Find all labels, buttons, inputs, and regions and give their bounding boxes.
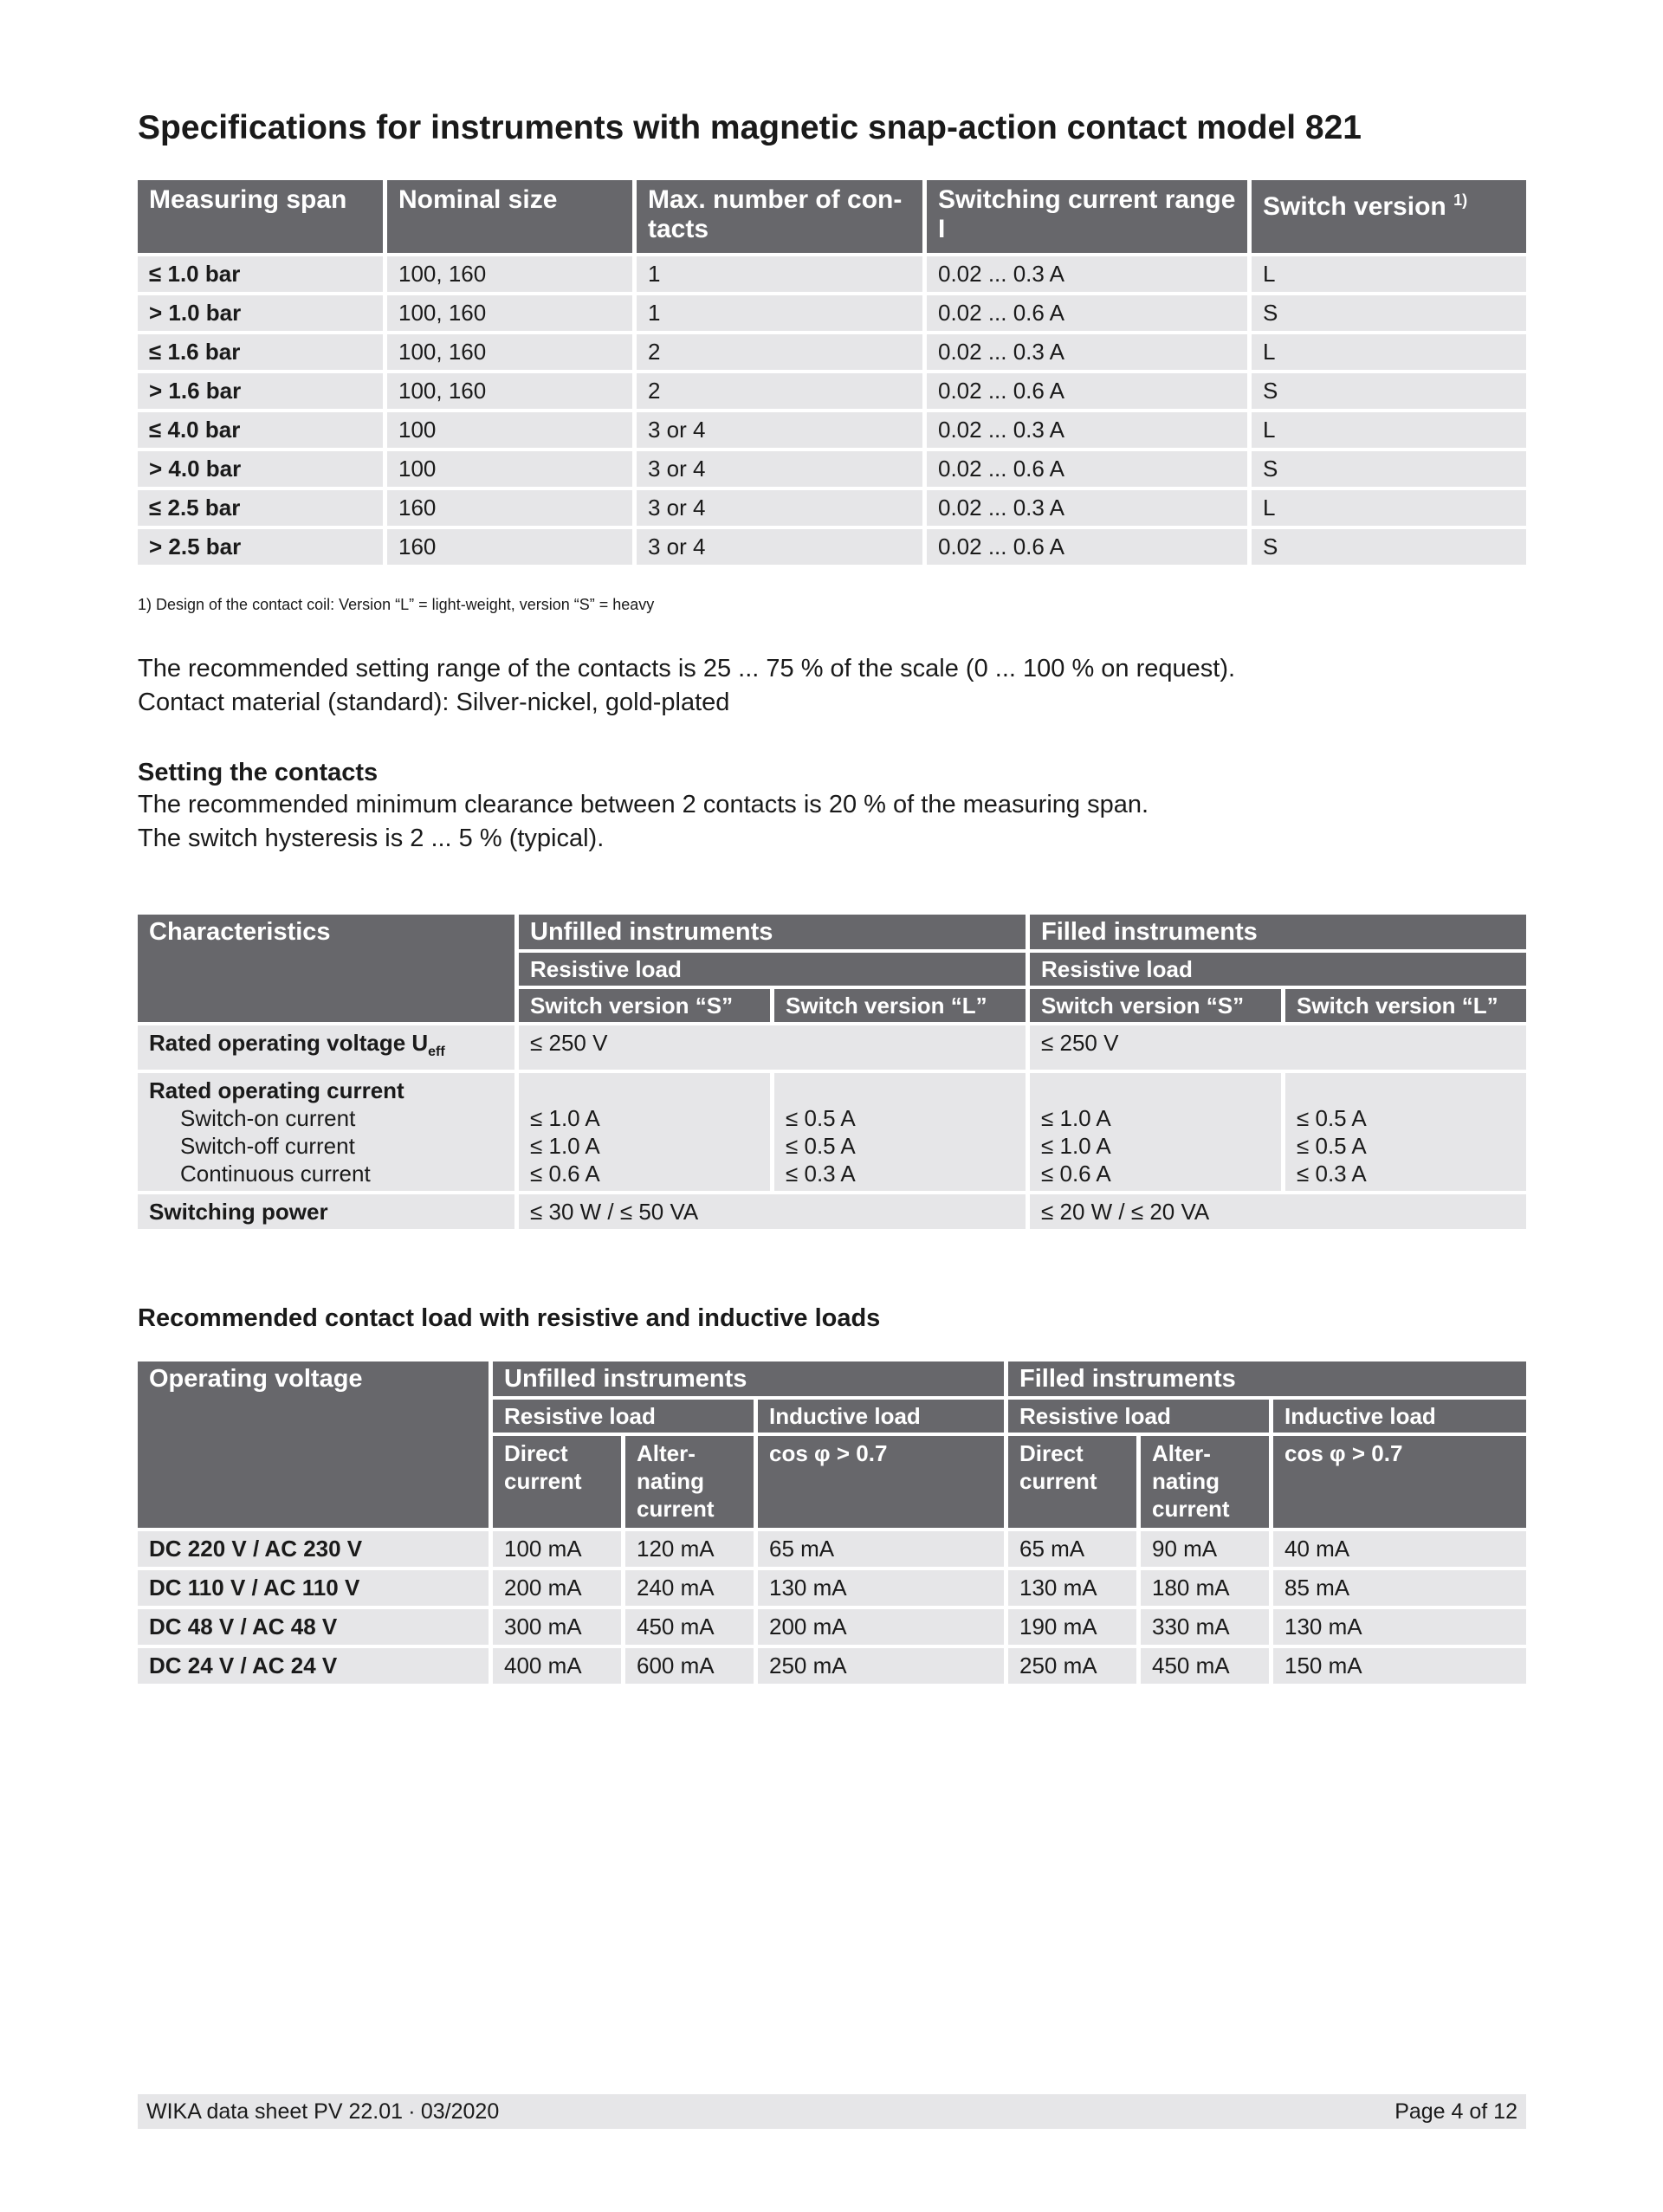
current-unfilled-s — [519, 1073, 770, 1191]
table-cell: 0.02 ... 0.3 A — [927, 412, 1247, 448]
current-value: ≤ 0.3 A — [786, 1161, 856, 1187]
table-cell: 250 mA — [1008, 1648, 1136, 1684]
char-header-characteristics: Characteristics — [138, 915, 514, 1022]
table-cell: 3 or 4 — [637, 490, 922, 526]
setting-range-line: The recommended setting range of the contacts is 25 ... 75 % of the scale (0 ... 100 % on request). — [138, 655, 1236, 682]
table-cell: 160 — [387, 529, 632, 565]
char-header-filled-resistive: Resistive load — [1030, 953, 1526, 986]
table-cell: > 4.0 bar — [138, 451, 383, 487]
table-row — [138, 412, 1526, 448]
char-header-filled: Filled instruments — [1030, 915, 1526, 949]
setting-contacts-heading: Setting the contacts — [138, 759, 379, 786]
table-cell: S — [1252, 529, 1526, 565]
table-cell: 200 mA — [758, 1609, 1004, 1645]
power-filled: ≤ 20 W / ≤ 20 VA — [1030, 1194, 1526, 1229]
col-header-switch-version — [1252, 180, 1526, 253]
table-cell: 3 or 4 — [637, 451, 922, 487]
table-cell: S — [1252, 373, 1526, 409]
table-cell: DC 24 V / AC 24 V — [138, 1648, 489, 1684]
page-footer — [138, 2094, 1526, 2129]
table-cell: 3 or 4 — [637, 529, 922, 565]
table-row — [138, 451, 1526, 487]
load-header-filled: Filled instruments — [1008, 1361, 1526, 1396]
char-header-filled-l: Switch version “L” — [1285, 989, 1526, 1022]
current-value: ≤ 0.5 A — [1297, 1105, 1367, 1132]
table-cell: 400 mA — [493, 1648, 621, 1684]
table-cell: 100, 160 — [387, 334, 632, 370]
table-cell: L — [1252, 334, 1526, 370]
spec-table-header-row — [138, 180, 1526, 253]
char-header-unfilled-resistive: Resistive load — [519, 953, 1026, 986]
load-header-filled-inductive: Inductive load — [1273, 1400, 1526, 1433]
footnote: 1) Design of the contact coil: Version “L” = light-weight, version “S” = heavy — [138, 596, 655, 613]
setting-contacts-text — [138, 788, 1149, 856]
current-value: ≤ 1.0 A — [1041, 1133, 1111, 1160]
table-cell: S — [1252, 451, 1526, 487]
table-cell: 1 — [637, 256, 922, 292]
characteristics-table — [133, 911, 1530, 1232]
table-cell: > 1.6 bar — [138, 373, 383, 409]
table-row — [138, 1648, 1526, 1684]
current-unfilled-l — [774, 1073, 1026, 1191]
col-header-measuring-span: Measuring span — [138, 180, 383, 253]
table-cell: 65 mA — [1008, 1531, 1136, 1567]
table-cell: 90 mA — [1141, 1531, 1269, 1567]
table-cell: 100, 160 — [387, 256, 632, 292]
page-title: Specifications for instruments with magnetic snap-action contact model 821 — [138, 109, 1362, 146]
table-cell: 100 — [387, 412, 632, 448]
switch-off-label: Switch-off current — [180, 1133, 355, 1160]
table-row — [138, 373, 1526, 409]
current-value: ≤ 1.0 A — [1041, 1105, 1111, 1132]
table-cell: > 1.0 bar — [138, 295, 383, 331]
table-cell: 330 mA — [1141, 1609, 1269, 1645]
table-row — [138, 490, 1526, 526]
table-cell: 0.02 ... 0.3 A — [927, 334, 1247, 370]
voltage-filled: ≤ 250 V — [1030, 1025, 1526, 1070]
table-cell: ≤ 4.0 bar — [138, 412, 383, 448]
load-header-unfilled-cos: cos φ > 0.7 — [758, 1436, 1004, 1528]
table-cell: DC 110 V / AC 110 V — [138, 1570, 489, 1606]
table-cell: DC 48 V / AC 48 V — [138, 1609, 489, 1645]
table-cell: 250 mA — [758, 1648, 1004, 1684]
char-header-unfilled: Unfilled instruments — [519, 915, 1026, 949]
footer-page-number: Page 4 of 12 — [1394, 2099, 1517, 2124]
load-header-unfilled-direct: Direct current — [493, 1436, 621, 1528]
load-header-voltage: Operating voltage — [138, 1361, 489, 1528]
voltage-unfilled: ≤ 250 V — [519, 1025, 1026, 1070]
switch-on-label: Switch-on current — [180, 1105, 356, 1132]
char-header-unfilled-s: Switch version “S” — [519, 989, 770, 1022]
table-cell: > 2.5 bar — [138, 529, 383, 565]
current-row — [138, 1073, 1526, 1191]
load-header-unfilled-inductive: Inductive load — [758, 1400, 1004, 1433]
table-cell: 65 mA — [758, 1531, 1004, 1567]
current-value: ≤ 0.3 A — [1297, 1161, 1367, 1187]
continuous-label: Continuous current — [180, 1161, 371, 1187]
table-cell: ≤ 2.5 bar — [138, 490, 383, 526]
table-cell: 450 mA — [1141, 1648, 1269, 1684]
col-header-max-contacts: Max. number of con- tacts — [637, 180, 922, 253]
footnote-marker: 1) — [1453, 191, 1468, 209]
table-cell: 600 mA — [625, 1648, 754, 1684]
current-filled-l — [1285, 1073, 1526, 1191]
voltage-label-text: Rated operating voltage U — [149, 1030, 429, 1056]
table-cell: 0.02 ... 0.6 A — [927, 529, 1247, 565]
table-cell: 100, 160 — [387, 373, 632, 409]
footer-document-id: WIKA data sheet PV 22.01 ∙ 03/2020 — [146, 2099, 500, 2124]
table-cell: 180 mA — [1141, 1570, 1269, 1606]
char-header-row-1 — [138, 915, 1526, 949]
table-cell: 0.02 ... 0.6 A — [927, 373, 1247, 409]
table-cell: 100 mA — [493, 1531, 621, 1567]
table-cell: 160 — [387, 490, 632, 526]
table-cell: 150 mA — [1273, 1648, 1526, 1684]
recommended-text — [138, 652, 1235, 720]
current-value: ≤ 0.5 A — [1297, 1133, 1367, 1160]
table-cell: 200 mA — [493, 1570, 621, 1606]
table-cell: 130 mA — [1008, 1570, 1136, 1606]
voltage-label-sub: eff — [428, 1045, 445, 1060]
char-header-unfilled-l: Switch version “L” — [774, 989, 1026, 1022]
col-header-nominal-size: Nominal size — [387, 180, 632, 253]
load-header-filled-direct: Direct current — [1008, 1436, 1136, 1528]
table-cell: 2 — [637, 373, 922, 409]
table-cell: 0.02 ... 0.3 A — [927, 490, 1247, 526]
table-cell: L — [1252, 490, 1526, 526]
load-header-row-1 — [138, 1361, 1526, 1396]
table-cell: ≤ 1.0 bar — [138, 256, 383, 292]
table-cell: 190 mA — [1008, 1609, 1136, 1645]
voltage-label — [138, 1025, 514, 1070]
col-header-switching-current: Switching current range I — [927, 180, 1247, 253]
load-heading: Recommended contact load with resistive and inductive loads — [138, 1304, 881, 1332]
load-header-unfilled-resistive: Resistive load — [493, 1400, 754, 1433]
table-cell: 0.02 ... 0.3 A — [927, 256, 1247, 292]
power-label: Switching power — [138, 1194, 514, 1229]
table-cell: 0.02 ... 0.6 A — [927, 295, 1247, 331]
table-cell: 40 mA — [1273, 1531, 1526, 1567]
load-header-unfilled-alternating: Alter- nating current — [625, 1436, 754, 1528]
table-row — [138, 1570, 1526, 1606]
table-cell: 85 mA — [1273, 1570, 1526, 1606]
table-cell: 120 mA — [625, 1531, 754, 1567]
current-filled-s — [1030, 1073, 1281, 1191]
power-unfilled: ≤ 30 W / ≤ 50 VA — [519, 1194, 1026, 1229]
table-cell: L — [1252, 412, 1526, 448]
spec-table — [133, 177, 1530, 568]
table-row — [138, 529, 1526, 565]
table-row — [138, 295, 1526, 331]
current-label-title: Rated operating current — [149, 1077, 404, 1104]
table-cell: 3 or 4 — [637, 412, 922, 448]
current-value: ≤ 1.0 A — [530, 1133, 600, 1160]
table-cell: 0.02 ... 0.6 A — [927, 451, 1247, 487]
hysteresis-line: The switch hysteresis is 2 ... 5 % (typical). — [138, 825, 605, 852]
table-cell: 2 — [637, 334, 922, 370]
current-value: ≤ 0.5 A — [786, 1105, 856, 1132]
table-row — [138, 256, 1526, 292]
table-row — [138, 1531, 1526, 1567]
table-cell: 450 mA — [625, 1609, 754, 1645]
table-cell: 100 — [387, 451, 632, 487]
current-value: ≤ 0.6 A — [1041, 1161, 1111, 1187]
voltage-row — [138, 1025, 1526, 1070]
current-label — [138, 1073, 514, 1191]
contact-material-line: Contact material (standard): Silver-nickel, gold-plated — [138, 689, 730, 716]
table-cell: 130 mA — [758, 1570, 1004, 1606]
table-cell: 300 mA — [493, 1609, 621, 1645]
table-row — [138, 1609, 1526, 1645]
table-cell: DC 220 V / AC 230 V — [138, 1531, 489, 1567]
table-cell: S — [1252, 295, 1526, 331]
table-row — [138, 334, 1526, 370]
load-header-filled-resistive: Resistive load — [1008, 1400, 1269, 1433]
load-header-filled-alternating: Alter- nating current — [1141, 1436, 1269, 1528]
clearance-line: The recommended minimum clearance between 2 contacts is 20 % of the measuring span. — [138, 791, 1149, 818]
load-header-unfilled: Unfilled instruments — [493, 1361, 1004, 1396]
current-value: ≤ 0.6 A — [530, 1161, 600, 1187]
table-cell: 240 mA — [625, 1570, 754, 1606]
contact-load-table — [133, 1358, 1530, 1687]
power-row — [138, 1194, 1526, 1229]
current-value: ≤ 1.0 A — [530, 1105, 600, 1132]
current-value: ≤ 0.5 A — [786, 1133, 856, 1160]
table-cell: 130 mA — [1273, 1609, 1526, 1645]
table-cell: 1 — [637, 295, 922, 331]
table-cell: ≤ 1.6 bar — [138, 334, 383, 370]
table-cell: 100, 160 — [387, 295, 632, 331]
char-header-filled-s: Switch version “S” — [1030, 989, 1281, 1022]
table-cell: L — [1252, 256, 1526, 292]
switch-version-label: Switch version — [1263, 192, 1446, 221]
load-header-filled-cos: cos φ > 0.7 — [1273, 1436, 1526, 1528]
